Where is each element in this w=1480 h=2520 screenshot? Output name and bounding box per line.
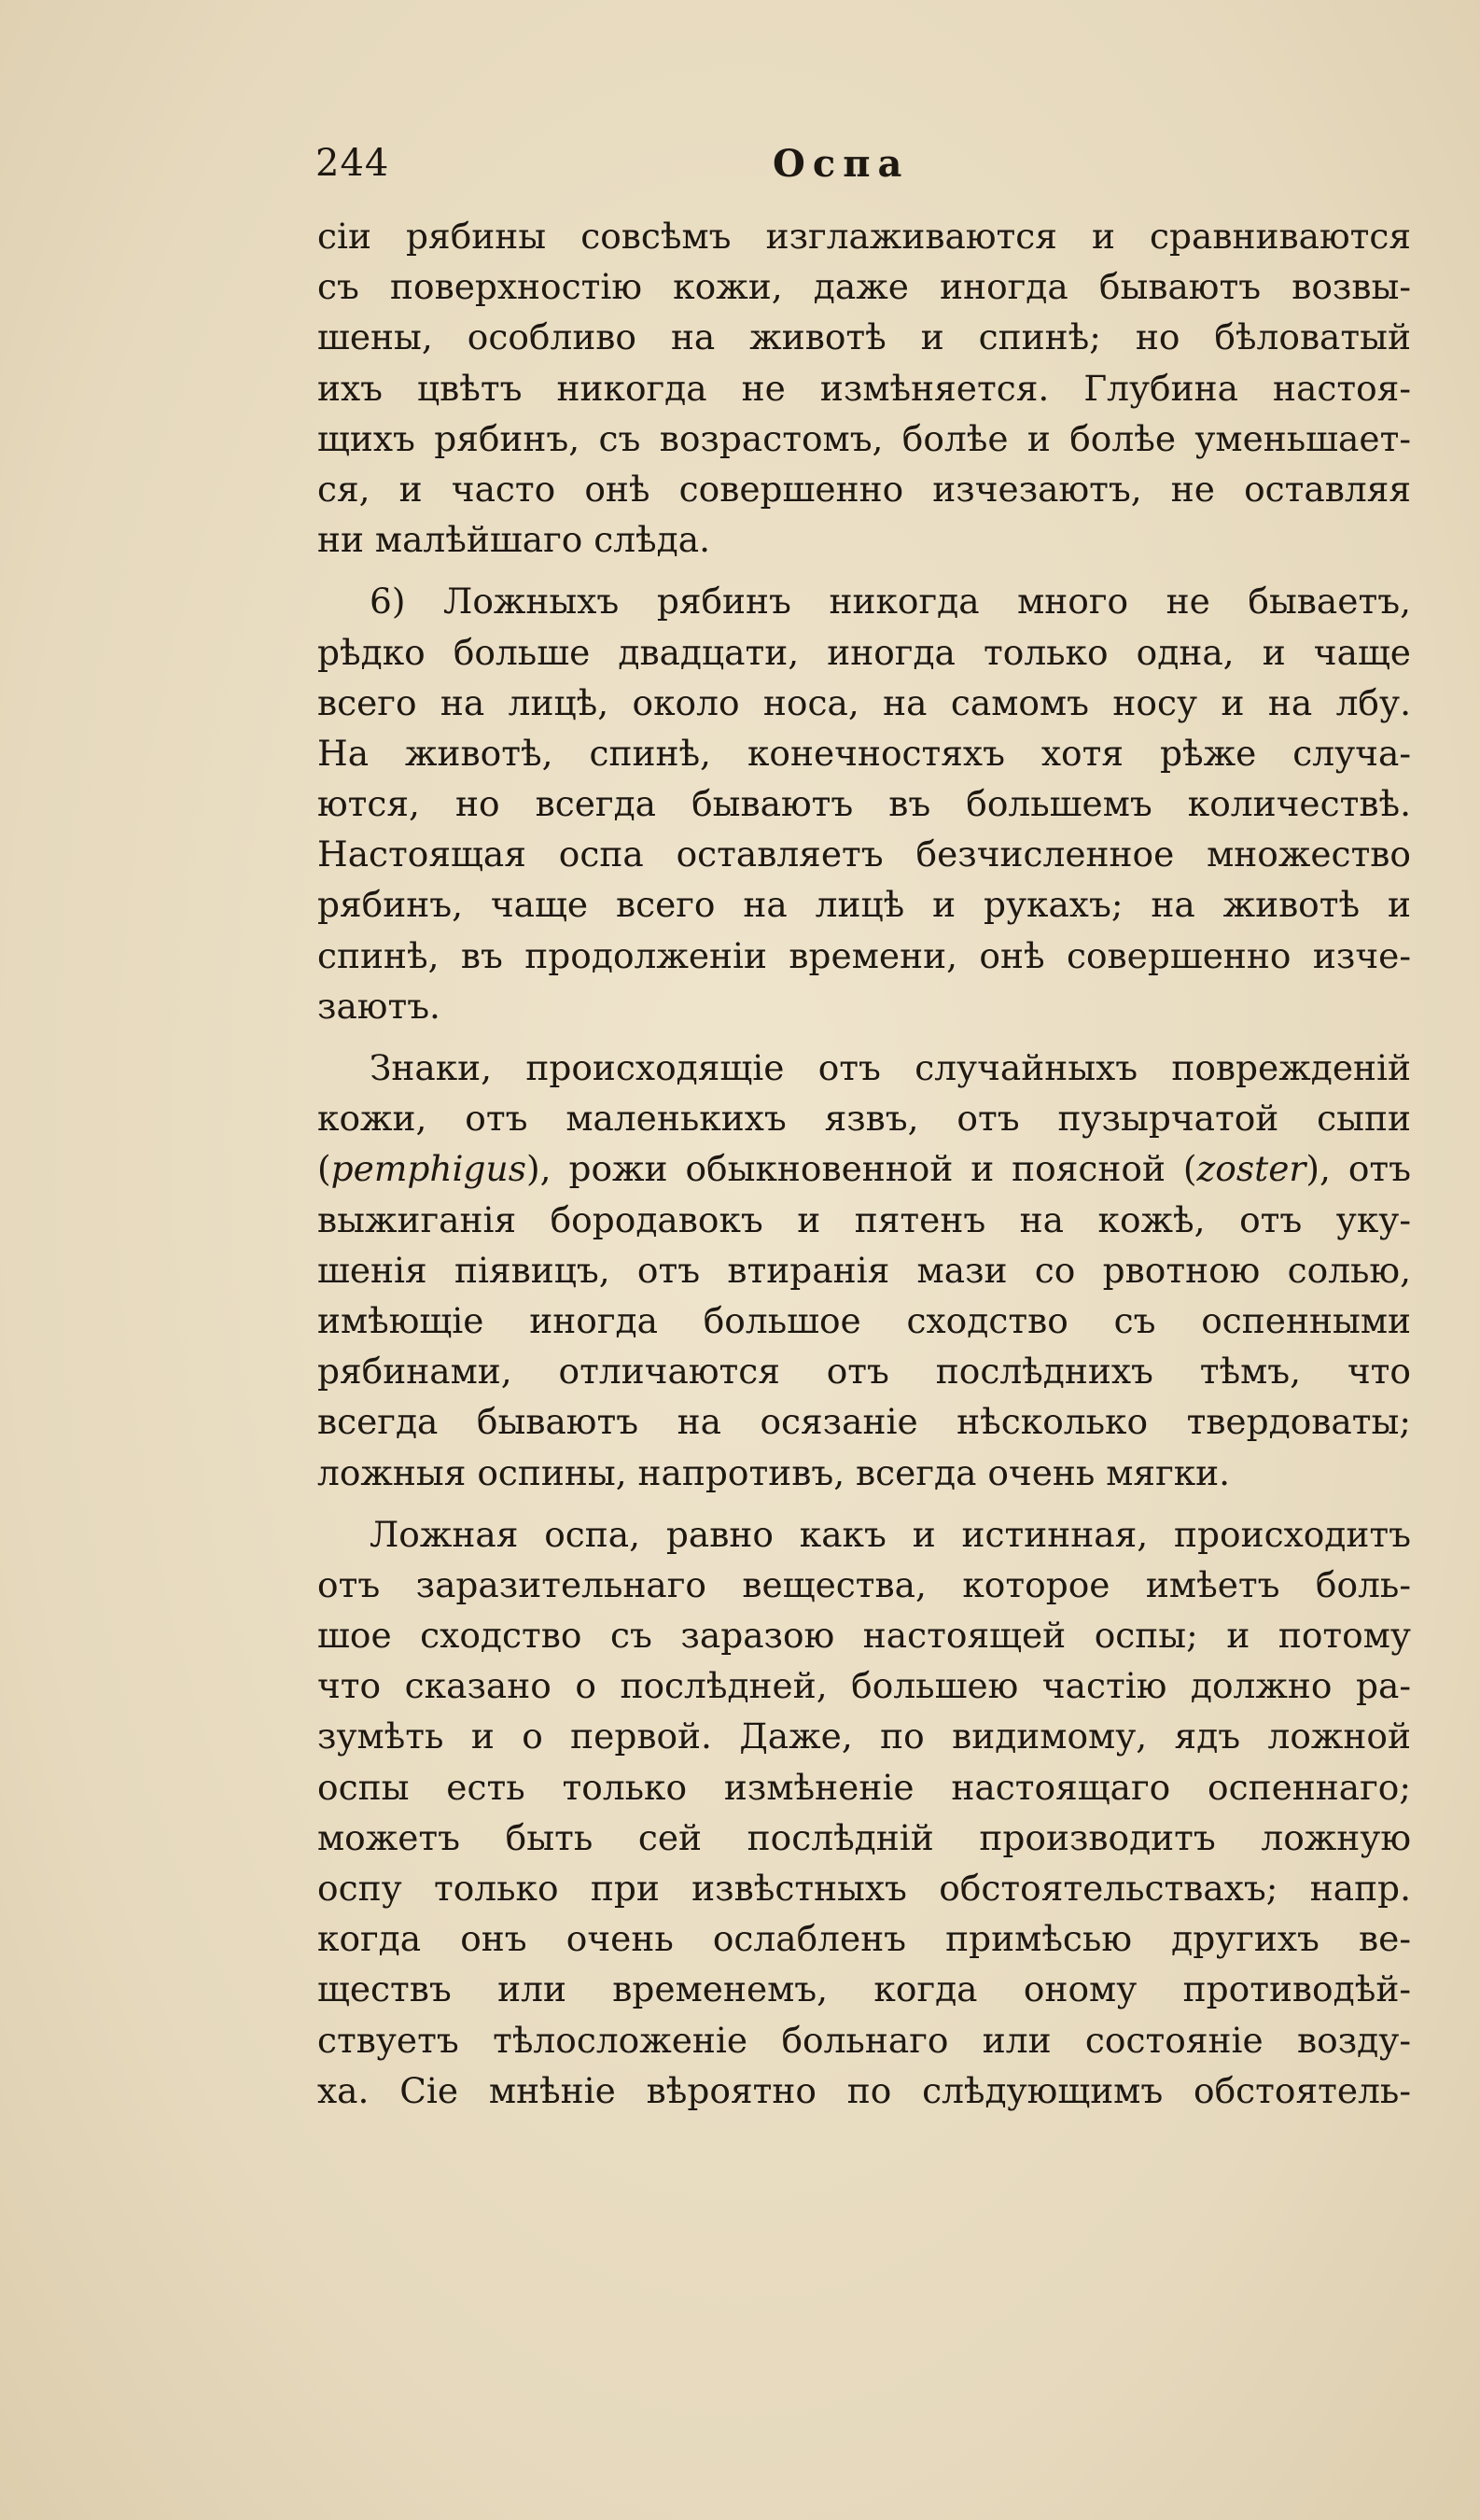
paragraph-1 — [317, 211, 1411, 565]
text-line: Ложная оспа, равно какъ и истинная, происходитъ — [370, 1513, 1411, 1555]
page-header — [315, 142, 1407, 207]
paragraph-4 — [317, 1509, 1411, 2116]
text-line: съ поверхностiю кожи, даже иногда бываютъ возвы- — [317, 266, 1411, 308]
text-line: сiи рябины совсѣмъ изглаживаются и сравниваются — [317, 216, 1411, 257]
text-line: что сказано о послѣдней, большею частiю должно ра- — [317, 1665, 1411, 1707]
text-line: ха. Сiе мнѣнiе вѣроятно по слѣдующимъ обстоятель- — [317, 2069, 1411, 2111]
text-line: оспы есть только измѣненiе настоящаго оспеннаго; — [317, 1766, 1411, 1808]
text-line: зумѣть и о первой. Даже, по видимому, ядъ ложной — [317, 1715, 1411, 1757]
text-line: кожи, отъ маленькихъ язвъ, отъ пузырчатой сыпи — [317, 1098, 1411, 1140]
text-line: 6) Ложныхъ рябинъ никогда много не бываетъ, — [370, 581, 1411, 623]
text-line: можетъ быть сей послѣднiй производитъ ложную — [317, 1816, 1411, 1858]
text-line: всегда бываютъ на осязанiе нѣсколько твердоваты; — [317, 1401, 1411, 1443]
text-line: оспу только при извѣстныхъ обстоятельствахъ; напр. — [317, 1868, 1411, 1909]
text-line: шены, особливо на животѣ и спинѣ; но бѣловатый — [317, 316, 1411, 358]
text-line: рябинъ, чаще всего на лицѣ и рукахъ; на животѣ и — [317, 884, 1411, 926]
text-line: ложныя оспины, напротивъ, всегда очень мягки. — [317, 1451, 1231, 1493]
paragraph-2 — [317, 576, 1411, 1031]
text-line: имѣющiе иногда большое сходство съ оспенными — [317, 1299, 1411, 1341]
text-line: спинѣ, въ продолженiи времени, онѣ совершенно изче- — [317, 934, 1411, 976]
text-line: всего на лицѣ, около носа, на самомъ носу и на лбу. — [317, 681, 1411, 723]
text-line: отъ заразительнаго вещества, которое имѣетъ боль- — [317, 1563, 1411, 1605]
paragraph-3 — [317, 1043, 1411, 1498]
running-title: Оспа — [773, 142, 910, 186]
text-line: ни малѣйшаго слѣда. — [317, 519, 711, 561]
text-line: шое сходство съ заразою настоящей оспы; и потому — [317, 1615, 1411, 1657]
text-line: рѣдко больше двадцати, иногда только одна, и чаще — [317, 631, 1411, 673]
body-text — [317, 211, 1411, 2116]
text-line: когда онъ очень ослабленъ примѣсью другихъ ве- — [317, 1918, 1411, 1960]
text-line: щихъ рябинъ, съ возрастомъ, болѣе и болѣе уменьшает- — [317, 417, 1411, 459]
text-line: ихъ цвѣтъ никогда не измѣняется. Глубина настоя- — [317, 367, 1411, 409]
text-line: ся, и часто онѣ совершенно изчезаютъ, не оставляя — [317, 468, 1411, 510]
text-line: (pemphigus), рожи обыкновенной и поясной (zoster), отъ — [317, 1148, 1411, 1190]
text-line: ствуетъ тѣлосложенiе больнаго или состоянiе возду- — [317, 2019, 1411, 2061]
text-line: ются, но всегда бываютъ въ большемъ количествѣ. — [317, 783, 1411, 825]
text-line: шенiя пiявицъ, отъ втиранiя мази со рвотною солью, — [317, 1249, 1411, 1291]
text-line: заютъ. — [317, 985, 440, 1027]
text-line: Настоящая оспа оставляетъ безчисленное множество — [317, 833, 1411, 875]
page-number: 244 — [315, 142, 390, 185]
text-line: выжиганiя бородавокъ и пятенъ на кожѣ, отъ уку- — [317, 1198, 1411, 1240]
text-line: ществъ или временемъ, когда оному противодѣй- — [317, 1968, 1411, 2010]
text-line: рябинами, отличаются отъ послѣднихъ тѣмъ, что — [317, 1351, 1411, 1393]
text-line: На животѣ, спинѣ, конечностяхъ хотя рѣже случа- — [317, 732, 1411, 774]
text-line: Знаки, происходящiе отъ случайныхъ поврежденiй — [370, 1047, 1411, 1088]
